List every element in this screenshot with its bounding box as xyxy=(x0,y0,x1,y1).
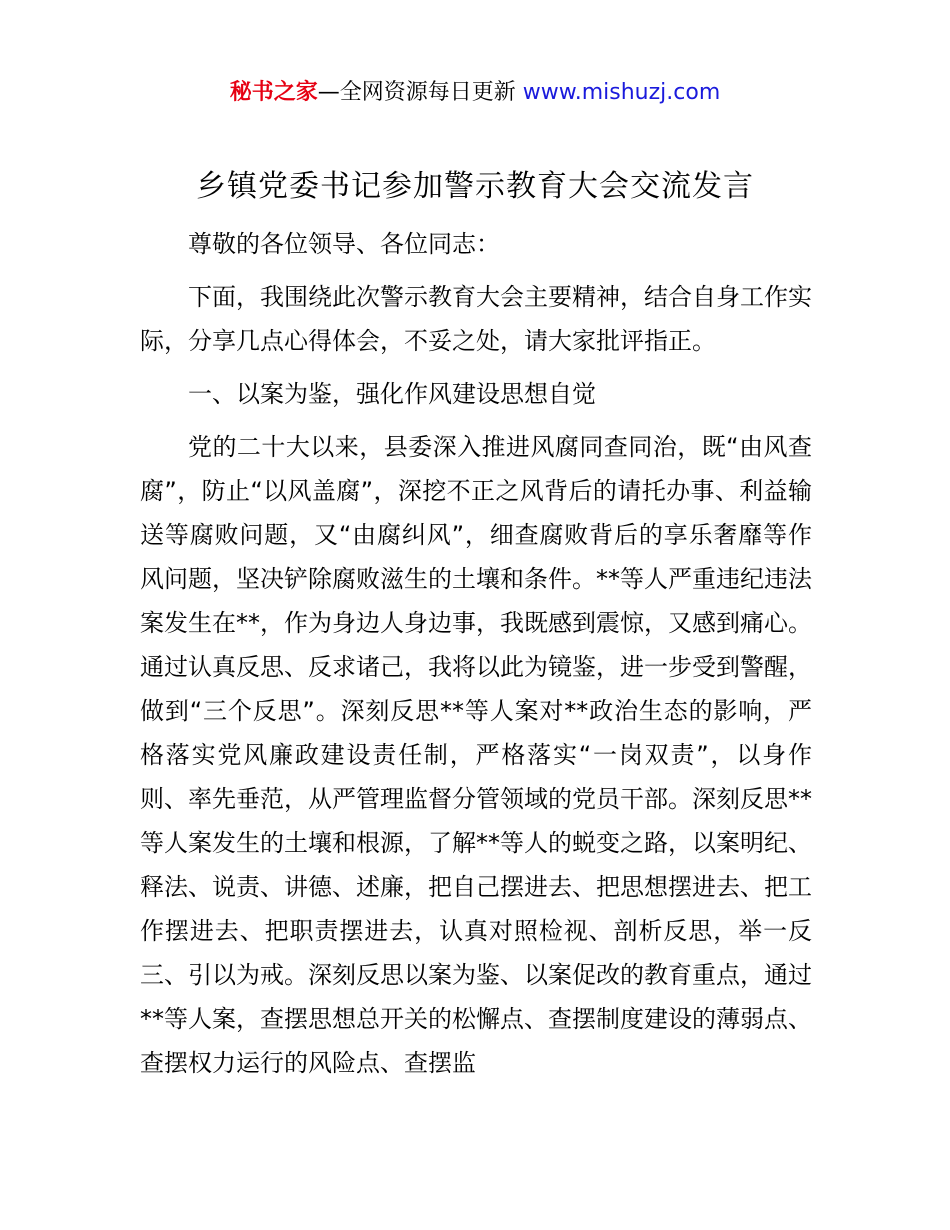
document-body xyxy=(140,222,812,1085)
section-heading: 一、以案为鉴，强化作风建设思想自觉 xyxy=(188,380,596,408)
body-paragraph: 党的二十大以来，县委深入推进风腐同查同治，既“由风查腐”，防止“以风盖腐”，深挖不正之风背后的请托办事、利益输送等腐败问题，又“由腐纠风”，细查腐败背后的享乐奢靡等作风问题，坚决铲除腐败滋生的土壤和条件。**等人严重违纪违法案发生在**，作为身边人身边事，我既感到震惊，又感到痛心。通过认真反思、反求诸己，我将以此为镜鉴，进一步受到警醒，做到“三个反思”。深刻反思**等人案对**政治生态的影响，严格落实党风廉政建设责任制，严格落实“一岗双责”，以身作则、率先垂范，从严管理监督分管领域的党员干部。深刻反思**等人案发生的土壤和根源，了解**等人的蜕变之路，以案明纪、释法、说责、讲德、述廉，把自己摆进去、把思想摆进去、把工作摆进去、把职责摆进去，认真对照检视、剖析反思，举一反三、引以为戒。深刻反思以案为鉴、以案促改的教育重点，通过**等人案，查摆思想总开关的松懈点、查摆制度建设的薄弱点、查摆权力运行的风险点、查摆监 xyxy=(140,433,812,1077)
site-brand: 秘书之家 xyxy=(229,80,318,105)
document-title: 乡镇党委书记参加警示教育大会交流发言 xyxy=(196,169,754,204)
site-url-link[interactable]: www.mishuzj.com xyxy=(522,80,721,105)
site-tagline: —全网资源每日更新 xyxy=(317,80,523,105)
site-header xyxy=(0,78,950,108)
intro-paragraph: 下面，我围绕此次警示教育大会主要精神，结合自身工作实际，分享几点心得体会，不妥之处，请大家批评指正。 xyxy=(140,283,812,355)
salutation-paragraph: 尊敬的各位领导、各位同志： xyxy=(188,230,500,258)
